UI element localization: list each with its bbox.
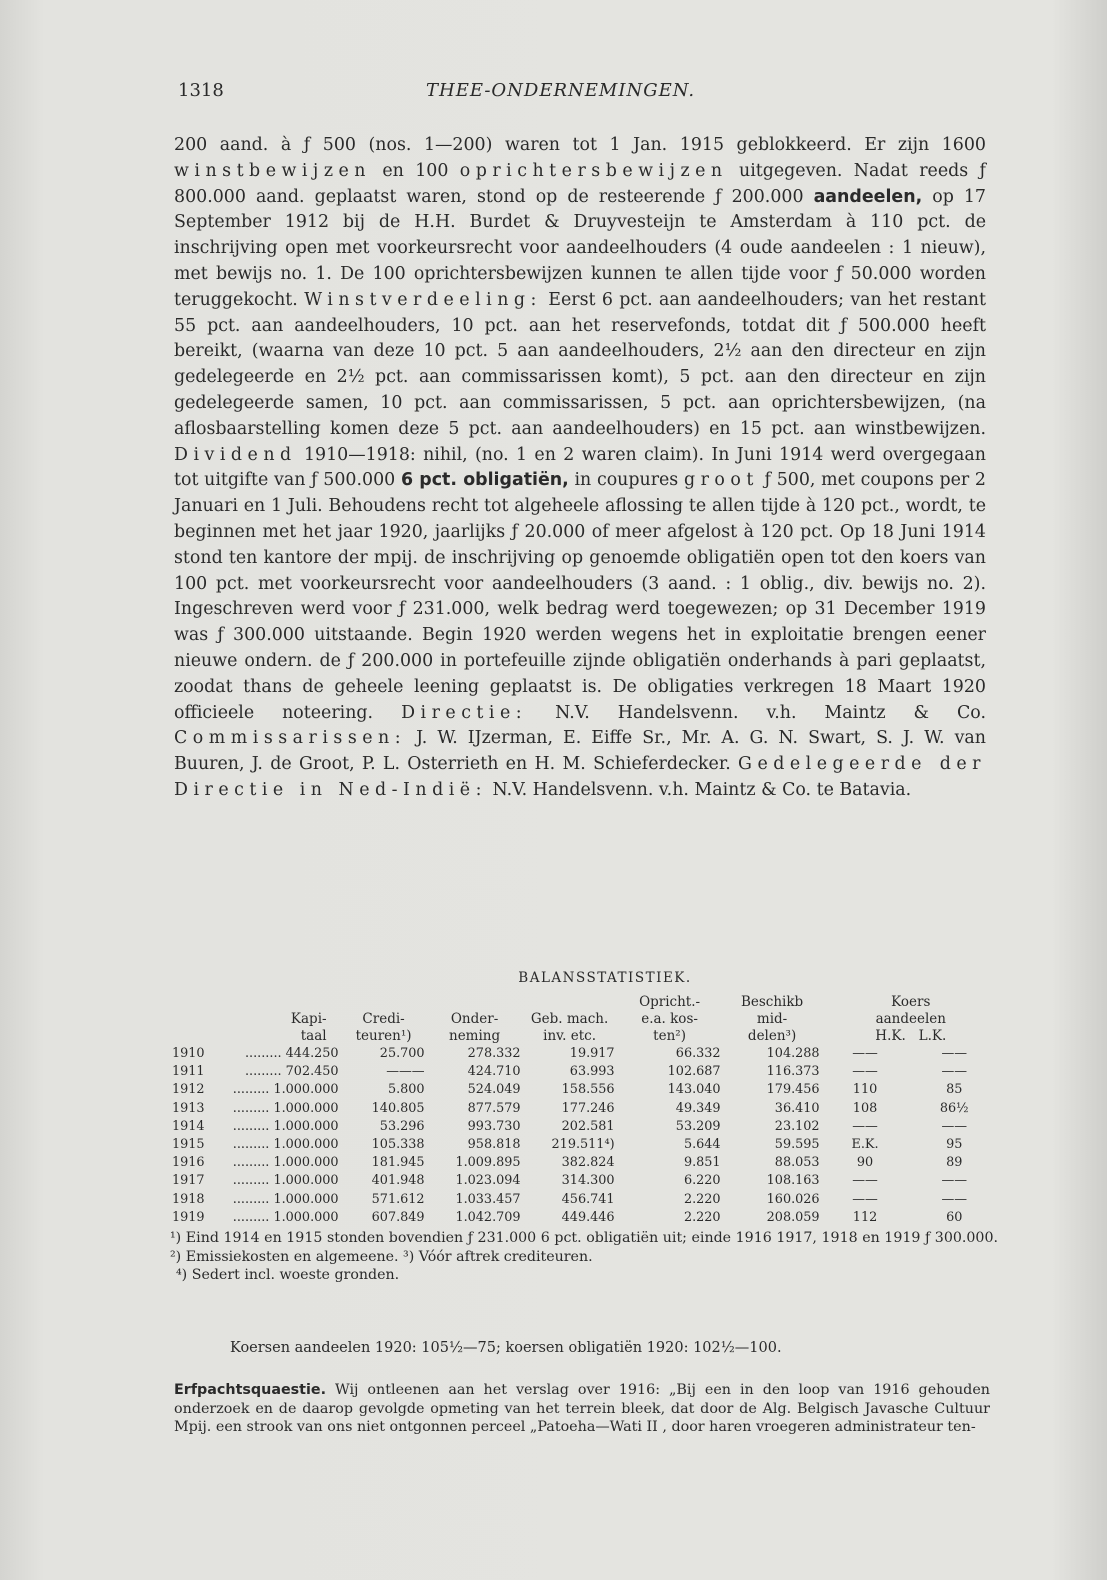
- cell-lk: 85: [946, 1082, 963, 1098]
- cell-beschikb: 104.288: [766, 1046, 820, 1061]
- cell-onderneming: 1.023.094: [455, 1173, 521, 1189]
- cell-oprichtkosten: 102.687: [667, 1064, 721, 1080]
- cell-crediteuren: 25.700: [379, 1046, 425, 1061]
- cell-geb-mach: 63.993: [569, 1064, 615, 1080]
- text-run: uitgegeven. Nadat reeds ƒ 800.000 aand. geplaatst waren, stond op de resteerende ƒ 200.000: [174, 160, 986, 207]
- table-row: [170, 1209, 1000, 1227]
- text-run: 200 aand. à ƒ 500 (nos. 1—200) waren tot 1 Jan. 1915 geblokkeerd. Er zijn 1600: [174, 135, 986, 155]
- leader-dots: .........: [232, 1191, 274, 1207]
- cell-lk: 89: [946, 1155, 963, 1171]
- cell-crediteuren: 607.849: [371, 1209, 425, 1225]
- cell-oprichtkosten: 9.851: [683, 1155, 721, 1171]
- cell-oprichtkosten: 143.040: [667, 1082, 721, 1098]
- cell-value: 1.000.000: [273, 1173, 339, 1189]
- cell-crediteuren: 140.805: [371, 1100, 425, 1116]
- text-run: en 100: [370, 160, 460, 181]
- bold-term-aandeelen: aandeelen,: [813, 186, 923, 207]
- cell-value: 1.000.000: [273, 1082, 339, 1098]
- cell-hk: 90: [856, 1155, 874, 1171]
- table-title: BALANSSTATISTIEK.: [518, 970, 692, 986]
- cell-onderneming: 993.730: [467, 1118, 521, 1134]
- cell-value: 1.000.000: [273, 1155, 339, 1171]
- cell-year: 1918: [172, 1191, 205, 1207]
- cell-year: 1912: [172, 1082, 205, 1098]
- cell-onderneming: 424.710: [467, 1064, 521, 1080]
- cell-oprichtkosten: 2.220: [683, 1209, 721, 1225]
- cell-year: 1917: [172, 1173, 205, 1189]
- header-crediteuren: Credi- teuren¹): [355, 1011, 412, 1044]
- cell-hk: ——: [852, 1191, 878, 1207]
- text-run: ƒ 500, met coupons per 2 Januari en 1 Juli. Behoudens recht tot algeheele aflossing te allen tijde à 120 pct., wordt, te beginnen met het jaar 1920, jaarlijks ƒ 20.000 of meer afgelost à 120 pct. Op 18 Juni 1914 stond ten kantore der mpij. de inschrijving op genoemde obligatiën open tot den koers van 100 pct. met voorkeursrecht voor aandeelhouders (3 aand. : 1 oblig., div. bewijs no. 2). Ingeschreven werd voor ƒ 231.000, welk bedrag werd toegewezen; op 31 December 1919 was ƒ 300.000 uitstaande. Begin 1920 werden wegens het in exploitatie brengen eener nieuwe ondern. de ƒ 200.000 in portefeuille zijnde obligatiën onderhands à pari geplaatst, zoodat thans de geheele leening geplaatst is. De obligaties verkregen 18 Maart 1920 officieele noteering.: [174, 470, 986, 723]
- leader-dots: .........: [232, 1173, 274, 1189]
- running-title: THEE-ONDERNEMINGEN.: [426, 80, 696, 101]
- text-run: 1910—1918: nihil, (no. 1 en 2 waren claim). In Juni 1914 werd overgegaan tot uitgifte van ƒ 500.000: [174, 444, 986, 491]
- cell-geb-mach: 158.556: [561, 1082, 615, 1098]
- cell-beschikb: 36.410: [774, 1100, 820, 1116]
- cell-crediteuren: 571.612: [371, 1191, 425, 1207]
- footnote: ¹) Eind 1914 en 1915 stonden bovendien ƒ 231.000 6 pct. obligatiën uit; einde 1916 1917, 1918 en 1919 ƒ 300.000. ²) Emissiekosten en algemeene. ³) Vóór aftrek crediteuren.: [170, 1230, 998, 1265]
- leader-dots: .........: [232, 1118, 274, 1134]
- cell-kapitaal: [207, 1063, 341, 1081]
- cell-crediteuren: 53.296: [379, 1118, 425, 1134]
- table-body: [170, 1045, 1000, 1227]
- cell-beschikb: 179.456: [766, 1082, 820, 1098]
- header-beschikb: Beschikb mid- delen³): [740, 994, 804, 1044]
- text-run: J. W. IJzerman, E. Eiffe Sr., Mr. A. G. N. Swart, S. J. W. van Buuren, J. de Groot, P. L. Osterrieth en H. M. Schieferdecker.: [174, 728, 986, 775]
- leader-dots: .........: [232, 1100, 274, 1116]
- cell-year: 1910: [172, 1046, 205, 1061]
- text-run: N.V. Handelsvenn. v.h. Maintz & Co.: [527, 702, 986, 723]
- page-number: 1318: [178, 80, 224, 101]
- cell-onderneming: 278.332: [467, 1046, 521, 1061]
- cell-beschikb: 88.053: [774, 1155, 820, 1171]
- cell-beschikb: 116.373: [766, 1064, 820, 1080]
- cell-value: 1.000.000: [273, 1137, 339, 1153]
- cell-lk: ——: [941, 1046, 968, 1061]
- cell-oprichtkosten: 53.209: [675, 1118, 721, 1134]
- cell-onderneming: 1.033.457: [455, 1191, 521, 1207]
- spaced-term-dividend: Dividend: [174, 444, 297, 465]
- cell-geb-mach: 314.300: [561, 1173, 615, 1189]
- body-paragraph: [174, 133, 986, 804]
- spaced-term-gedelegeerde: Gedelegeerde der Directie in Ned-Indië:: [174, 754, 986, 800]
- erfpacht-paragraph: [174, 1381, 990, 1437]
- header-koers: Koers aandeelen H.K. L.K.: [875, 994, 947, 1044]
- cell-onderneming: 524.049: [467, 1082, 521, 1098]
- cell-lk: 95: [946, 1137, 963, 1153]
- text-run: op 17 September 1912 bij de H.H. Burdet & Druyvesteijn te Amsterdam à 110 pct. de inschrijving open met voorkeursrecht voor aandeelhouders (4 oude aandeelen : 1 nieuw), met bewijs no. 1. De 100 oprichtersbewijzen kunnen te allen tijde voor ƒ 50.000 worden teruggekocht.: [174, 186, 986, 310]
- table-footnotes: [170, 1229, 998, 1285]
- table-row: [170, 1191, 1000, 1209]
- cell-year: 1916: [172, 1155, 205, 1171]
- cell-hk: 110: [852, 1082, 878, 1098]
- cell-crediteuren: 105.338: [371, 1137, 425, 1153]
- spaced-term-directie: Directie:: [401, 702, 528, 723]
- bold-term-obligatien: 6 pct. obligatiën,: [400, 470, 569, 491]
- table-row: [170, 1136, 1000, 1154]
- cell-kapitaal: [207, 1136, 341, 1154]
- cell-geb-mach: 382.824: [561, 1155, 615, 1171]
- cell-beschikb: 160.026: [766, 1191, 820, 1207]
- balance-statistics: [170, 970, 1000, 1285]
- spaced-term-commissarissen: Commissarissen:: [174, 728, 407, 749]
- cell-kapitaal: [207, 1209, 341, 1227]
- header-oprichtkosten: Opricht.- e.a. kos- ten²): [639, 994, 701, 1044]
- cell-year: 1911: [172, 1064, 205, 1080]
- header-year: [170, 994, 207, 1045]
- cell-crediteuren: 5.800: [387, 1082, 425, 1098]
- spaced-term-oprichtersbewijzen: oprichtersbewijzen: [459, 160, 728, 181]
- cell-onderneming: 1.009.895: [455, 1155, 521, 1171]
- cell-beschikb: 208.059: [766, 1209, 820, 1225]
- cell-kapitaal: [207, 1045, 341, 1063]
- balance-table: [170, 994, 1000, 1227]
- text-run: N.V. Handelsvenn. v.h. Maintz & Co. te Batavia.: [486, 779, 912, 800]
- table-row: [170, 1100, 1000, 1118]
- cell-oprichtkosten: 5.644: [683, 1137, 721, 1153]
- cell-hk: E.K.: [851, 1137, 879, 1153]
- cell-geb-mach: 456.741: [561, 1191, 615, 1207]
- cell-beschikb: 23.102: [774, 1118, 820, 1134]
- leader-dots: .........: [232, 1137, 274, 1153]
- table-row: [170, 1063, 1000, 1081]
- header-kapitaal: Kapi- taal: [290, 1011, 327, 1044]
- cell-hk: ——: [852, 1118, 878, 1134]
- cell-kapitaal: [207, 1081, 341, 1099]
- cell-value: 444.250: [285, 1046, 339, 1061]
- cell-value: 1.000.000: [273, 1191, 339, 1207]
- cell-year: 1919: [172, 1209, 205, 1225]
- cell-onderneming: 958.818: [467, 1137, 521, 1153]
- table-row: [170, 1154, 1000, 1172]
- spaced-term-winstbewijzen: winstbewijzen: [174, 160, 371, 181]
- cell-lk: ——: [941, 1173, 968, 1189]
- spaced-term-winstverdeeling: Winstverdeeling:: [304, 289, 542, 310]
- cell-geb-mach: 219.511⁴): [551, 1137, 615, 1153]
- cell-crediteuren: 401.948: [371, 1173, 425, 1189]
- cell-hk: ——: [852, 1046, 878, 1061]
- cell-geb-mach: 449.446: [561, 1209, 615, 1225]
- cell-oprichtkosten: 2.220: [683, 1191, 721, 1207]
- cell-value: 1.000.000: [273, 1118, 339, 1134]
- cell-year: 1914: [172, 1118, 205, 1134]
- cell-value: 1.000.000: [273, 1100, 339, 1116]
- header-onderneming: Onder- neming: [449, 1011, 501, 1044]
- text-run: Eerst 6 pct. aan aandeelhouders; van het restant 55 pct. aan aandeelhouders, 10 pct. aan het reservefonds, totdat dit ƒ 500.000 heeft bereikt, (waarna van deze 10 pct. 5 aan aandeelhouders, 2½ aan den directeur en zijn gedelegeerde en 2½ pct. aan commissarissen komt), 5 pct. aan den directeur en zijn gedelegeerde samen, 10 pct. aan commissarissen, 5 pct. aan oprichtersbewijzen, (na aflosbaarstelling komen deze 5 pct. aan aandeelhouders) en 15 pct. aan winstbewijzen.: [174, 289, 986, 439]
- erfpacht-text: Wij ontleenen aan het verslag over 1916: „Bij een in den loop van 1916 gehouden onderzoek en de daarop gevolgde opmeting van het terrein bleek, dat door de Alg. Belgisch Javasche Cultuur Mpij. een strook van ons niet ontgonnen perceel „Patoeha—Wati II , door haren vroegeren administrateur ten-: [174, 1382, 990, 1436]
- cell-hk: 112: [852, 1209, 878, 1225]
- cell-lk: ——: [941, 1191, 968, 1207]
- cell-lk: 60: [946, 1209, 963, 1225]
- cell-oprichtkosten: 6.220: [683, 1173, 721, 1189]
- cell-onderneming: 1.042.709: [455, 1209, 521, 1225]
- cell-year: 1915: [172, 1137, 205, 1153]
- leader-dots: .........: [232, 1155, 274, 1171]
- table-row: [170, 1118, 1000, 1136]
- page-header: [174, 80, 994, 110]
- header-geb-mach: Geb. mach. inv. etc.: [530, 1011, 609, 1044]
- koersen-line: Koersen aandeelen 1920: 105½—75; koersen obligatiën 1920: 102½—100.: [230, 1340, 782, 1356]
- spaced-term-groot: groot: [683, 470, 759, 491]
- cell-value: 702.450: [285, 1064, 339, 1080]
- table-header-row: [170, 994, 1000, 1045]
- cell-kapitaal: [207, 1191, 341, 1209]
- leader-dots: .........: [232, 1082, 274, 1098]
- leader-dots: .........: [232, 1209, 274, 1225]
- cell-hk: ——: [852, 1064, 878, 1080]
- text-run: in coupures: [568, 470, 684, 491]
- cell-kapitaal: [207, 1118, 341, 1136]
- cell-oprichtkosten: 66.332: [675, 1046, 721, 1061]
- erfpacht-heading: Erfpachtsquaestie.: [174, 1382, 327, 1398]
- cell-crediteuren: ———: [386, 1064, 425, 1080]
- cell-oprichtkosten: 49.349: [675, 1100, 721, 1116]
- cell-lk: ——: [941, 1118, 968, 1134]
- cell-kapitaal: [207, 1154, 341, 1172]
- cell-geb-mach: 177.246: [561, 1100, 615, 1116]
- cell-year: 1913: [172, 1100, 205, 1116]
- cell-kapitaal: [207, 1172, 341, 1190]
- cell-hk: 108: [852, 1100, 878, 1116]
- cell-crediteuren: 181.945: [371, 1155, 425, 1171]
- table-row: [170, 1081, 1000, 1099]
- cell-kapitaal: [207, 1100, 341, 1118]
- leader-dots: .........: [244, 1046, 286, 1061]
- leader-dots: .........: [244, 1064, 286, 1080]
- cell-lk: ——: [941, 1064, 968, 1080]
- cell-geb-mach: 202.581: [561, 1118, 615, 1134]
- table-row: [170, 1045, 1000, 1063]
- cell-value: 1.000.000: [273, 1209, 339, 1225]
- cell-beschikb: 108.163: [766, 1173, 820, 1189]
- cell-onderneming: 877.579: [467, 1100, 521, 1116]
- cell-beschikb: 59.595: [774, 1137, 820, 1153]
- cell-hk: ——: [852, 1173, 878, 1189]
- cell-geb-mach: 19.917: [569, 1046, 615, 1061]
- table-row: [170, 1172, 1000, 1190]
- footnote: ⁴) Sedert incl. woeste gronden.: [176, 1267, 400, 1284]
- cell-lk: 86½: [939, 1100, 969, 1116]
